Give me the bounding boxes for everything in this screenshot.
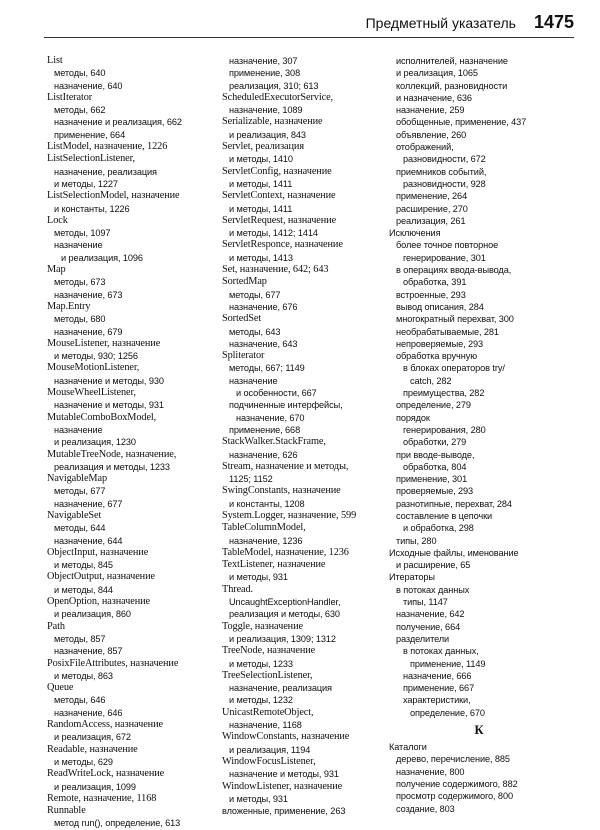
page-number: 1475 <box>533 12 574 32</box>
index-column-right <box>389 55 569 815</box>
index-entry: SortedSet <box>222 313 262 325</box>
index-entry: ServletResponce, назначение <box>222 239 343 251</box>
index-subentry: непроверяемые, 293 <box>396 338 484 349</box>
index-subentry: и обработка, 298 <box>403 523 474 534</box>
index-subentry: и реализация, 1099 <box>54 781 136 792</box>
index-entry: Stream, назначение и методы, <box>222 460 349 472</box>
index-subentry: применение, 301 <box>396 474 468 485</box>
index-entry: PosixFileAttributes, назначение <box>47 657 179 669</box>
index-subentry: необрабатываемые, 281 <box>396 326 499 337</box>
index-subentry: разновидности, 672 <box>403 154 486 165</box>
index-subentry: применение, 1149 <box>410 658 486 669</box>
index-entry: Thread. <box>222 583 254 595</box>
index-subentry: 1125; 1152 <box>229 474 273 485</box>
index-entry: Runnable <box>47 805 86 817</box>
index-subentry: и методы, 1410 <box>229 154 293 165</box>
index-subentry: реализация и методы, 630 <box>229 609 340 620</box>
index-entry: MouseMotionListener, <box>47 362 140 374</box>
index-entry: WindowConstants, назначение <box>222 731 350 743</box>
index-subentry: назначение, 626 <box>229 449 298 460</box>
index-entry: вложенные, применение, 263 <box>222 806 346 817</box>
index-entry: List <box>47 55 63 66</box>
index-subentry: назначение <box>229 375 278 386</box>
index-column-left <box>47 55 227 830</box>
index-subentry: назначение, реализация <box>54 166 157 177</box>
index-entry: TableModel, назначение, 1236 <box>222 546 349 558</box>
index-entry: OpenOption, назначение <box>47 596 151 608</box>
index-entry: Spliterator <box>222 350 265 362</box>
index-subentry: назначение, 676 <box>229 301 298 312</box>
index-subentry: просмотр содержимого, 800 <box>396 791 513 802</box>
index-subentry: метод run(), определение, 613 <box>54 818 181 829</box>
index-entry: Readable, назначение <box>47 743 138 755</box>
index-subentry: и реализация, 1096 <box>61 252 143 263</box>
index-subentry: и реализация, 860 <box>54 609 131 620</box>
index-entry: TextListener, назначение <box>222 559 326 571</box>
index-subentry: применение, 264 <box>396 191 468 202</box>
index-subentry: и назначение, 636 <box>396 92 472 103</box>
index-subentry: catch, 282 <box>410 375 452 386</box>
index-entry: System.Logger, назначение, 599 <box>222 509 357 521</box>
index-entry: Path <box>47 620 65 632</box>
index-entry: ListModel, назначение, 1226 <box>47 141 168 153</box>
index-entry: TableColumnModel, <box>222 522 306 534</box>
index-subentry: и методы, 1411 <box>229 203 293 214</box>
index-subentry: и методы, 1233 <box>229 658 293 669</box>
index-subentry: отображений, <box>396 142 454 153</box>
index-subentry: реализация, 310; 613 <box>229 80 319 91</box>
index-subentry: назначение, 259 <box>396 105 465 116</box>
index-subentry: исполнителей, назначение <box>396 56 508 66</box>
index-subentry: и методы, 931 <box>229 793 288 804</box>
index-entry: Lock <box>47 214 68 226</box>
index-subentry: и методы, 1227 <box>54 178 118 189</box>
header-title: Предметный указатель <box>365 15 516 31</box>
index-subentry: и особенности, 667 <box>236 388 317 399</box>
index-entry: TreeNode, назначение <box>222 645 316 657</box>
index-subentry: разделители <box>396 633 450 644</box>
index-subentry: методы, 646 <box>54 695 106 706</box>
index-subentry: применение, 308 <box>229 68 301 79</box>
index-subentry: расширение, 270 <box>396 203 468 214</box>
index-subentry: подчиненные интерфейсы, <box>229 400 343 411</box>
index-entry: Исключения <box>389 228 441 239</box>
index-subentry: UncaughtExceptionHandler, <box>229 597 341 608</box>
index-subentry: назначение, реализация <box>229 683 332 694</box>
index-entry: Queue <box>47 682 74 694</box>
index-subentry: создание, 803 <box>396 803 455 814</box>
index-entry: NavigableSet <box>47 509 102 521</box>
index-subentry: методы, 673 <box>54 277 106 288</box>
letter-heading: К <box>474 723 484 738</box>
index-subentry: назначение, 646 <box>54 707 123 718</box>
index-subentry: и методы, 930; 1256 <box>54 351 138 362</box>
index-subentry: и реализация, 1230 <box>54 437 136 448</box>
index-subentry: методы, 677 <box>229 289 281 300</box>
index-subentry: и методы, 931 <box>229 572 288 583</box>
index-subentry: и методы, 629 <box>54 756 113 767</box>
index-entry: MouseWheelListener, <box>47 387 136 399</box>
index-entry: TreeSelectionListener, <box>222 669 313 681</box>
index-subentry: характеристики, <box>403 695 471 706</box>
index-subentry: генерирования, 280 <box>403 424 486 435</box>
index-entry: SortedMap <box>222 276 267 288</box>
index-subentry: и методы, 1412; 1414 <box>229 228 318 239</box>
index-subentry: назначение, 679 <box>54 326 123 337</box>
index-subentry: назначение, 670 <box>236 412 305 423</box>
index-subentry: методы, 680 <box>54 314 106 325</box>
index-subentry: порядок <box>396 412 430 423</box>
page-header <box>366 12 574 33</box>
index-subentry: и реализация, 1194 <box>229 744 311 755</box>
index-entry: Servlet, реализация <box>222 141 304 153</box>
index-subentry: разнотипные, перехват, 284 <box>396 498 512 509</box>
index-subentry: назначение, 643 <box>229 338 298 349</box>
index-subentry: и методы, 863 <box>54 670 113 681</box>
index-subentry: в блоках операторов try/ <box>403 363 505 374</box>
index-subentry: обобщенные, применение, 437 <box>396 117 527 128</box>
index-subentry: методы, 643 <box>229 326 281 337</box>
index-subentry: более точное повторное <box>396 240 499 251</box>
index-subentry: назначение, 677 <box>54 498 123 509</box>
index-subentry: методы, 667; 1149 <box>229 363 305 374</box>
index-entry: ObjectInput, назначение <box>47 546 149 558</box>
index-entry: Remote, назначение, 1168 <box>47 792 157 804</box>
index-subentry: в операциях ввода-вывода, <box>396 265 512 276</box>
index-entry: MutableComboBoxModel, <box>47 411 157 423</box>
index-subentry: применение, 667 <box>403 683 475 694</box>
index-subentry: объявление, 260 <box>396 129 467 140</box>
index-subentry: в потоках данных, <box>403 646 479 657</box>
index-subentry: назначение, 642 <box>396 609 465 620</box>
index-entry: ServletConfig, назначение <box>222 165 332 177</box>
index-entry: WindowFocusListener, <box>222 755 316 767</box>
index-entry: Map.Entry <box>47 300 91 312</box>
index-column-middle <box>222 55 402 817</box>
index-subentry: и расширение, 65 <box>396 560 471 571</box>
index-subentry: и реализация, 1065 <box>396 68 478 79</box>
index-subentry: обработка, 391 <box>403 277 467 288</box>
index-subentry: и константы, 1226 <box>54 203 130 214</box>
index-entry: ListSelectionListener, <box>47 153 136 165</box>
index-subentry: назначение и методы, 931 <box>54 400 164 411</box>
index-subentry: приемников событий, <box>396 166 487 177</box>
index-subentry: применение, 668 <box>229 424 301 435</box>
index-subentry: назначение <box>54 424 103 435</box>
index-subentry: назначение, 640 <box>54 80 123 91</box>
index-entry: Serializable, назначение <box>222 116 323 128</box>
index-subentry: типы, 280 <box>396 535 437 546</box>
index-subentry: типы, 1147 <box>403 597 448 608</box>
index-entry: WindowListener, назначение <box>222 780 343 792</box>
index-subentry: и реализация, 1309; 1312 <box>229 633 336 644</box>
index-subentry: разновидности, 928 <box>403 178 486 189</box>
index-entry: MutableTreeNode, назначение, <box>47 448 177 460</box>
index-subentry: определение, 279 <box>396 400 471 411</box>
index-subentry: составление в цепочки <box>396 510 493 521</box>
index-subentry: генерирование, 301 <box>403 252 486 263</box>
index-subentry: и реализация, 672 <box>54 732 131 743</box>
index-subentry: и константы, 1208 <box>229 498 305 509</box>
index-subentry: методы, 677 <box>54 486 106 497</box>
index-subentry: вывод описания, 284 <box>396 301 484 312</box>
index-subentry: встроенные, 293 <box>396 289 466 300</box>
index-subentry: назначение и реализация, 662 <box>54 117 182 128</box>
index-subentry: назначение, 666 <box>403 670 472 681</box>
index-entry: RandomAccess, назначение <box>47 719 163 731</box>
index-subentry: назначение, 644 <box>54 535 123 546</box>
index-subentry: назначение, 673 <box>54 289 123 300</box>
index-entry: ListIterator <box>47 91 93 103</box>
index-subentry: обработки, 279 <box>403 437 467 448</box>
index-subentry: и методы, 844 <box>54 584 113 595</box>
index-entry: StackWalker.StackFrame, <box>222 436 326 448</box>
index-subentry: обработка вручную <box>396 351 477 362</box>
index-entry: SwingConstants, назначение <box>222 485 341 497</box>
index-subentry: назначение, 800 <box>396 766 465 777</box>
index-subentry: назначение, 857 <box>54 646 123 657</box>
index-subentry: реализация, 261 <box>396 215 466 226</box>
index-subentry: дерево, перечисление, 885 <box>396 754 510 765</box>
index-entry: Итераторы <box>389 572 435 583</box>
index-entry: Каталоги <box>389 742 427 753</box>
index-subentry: назначение <box>54 240 103 251</box>
index-subentry: определение, 670 <box>410 707 485 718</box>
index-subentry: назначение, 1168 <box>229 720 302 731</box>
index-subentry: коллекций, разновидности <box>396 80 508 91</box>
index-subentry: получение, 664 <box>396 621 461 632</box>
header-rule <box>44 37 574 38</box>
index-entry: ScheduledExecutorService, <box>222 91 334 103</box>
index-subentry: и методы, 845 <box>54 560 113 571</box>
index-entry: UnicastRemoteObject, <box>222 706 314 718</box>
index-subentry: реализация и методы, 1233 <box>54 461 170 472</box>
index-entry: Map <box>47 264 66 276</box>
index-entry: ReadWriteLock, назначение <box>47 768 165 780</box>
index-entry: MouseListener, назначение <box>47 337 161 349</box>
index-subentry: и методы, 1413 <box>229 252 293 263</box>
index-subentry: методы, 1097 <box>54 228 111 239</box>
index-subentry: назначение и методы, 930 <box>54 375 164 386</box>
index-subentry: применение, 664 <box>54 129 126 140</box>
index-entry: NavigableMap <box>47 473 107 485</box>
index-entry: ObjectOutput, назначение <box>47 571 155 583</box>
index-subentry: получение содержимого, 882 <box>396 778 518 789</box>
index-subentry: в потоках данных <box>396 584 470 595</box>
index-subentry: методы, 857 <box>54 633 106 644</box>
index-subentry: преимущества, 282 <box>403 388 485 399</box>
index-subentry: назначение и методы, 931 <box>229 769 339 780</box>
index-subentry: методы, 644 <box>54 523 106 534</box>
index-subentry: методы, 640 <box>54 68 106 79</box>
index-subentry: проверяемые, 293 <box>396 486 474 497</box>
index-subentry: назначение, 1089 <box>229 105 303 116</box>
index-entry: Set, назначение, 642; 643 <box>222 264 329 276</box>
index-entry: ServletRequest, назначение <box>222 214 337 226</box>
index-subentry: методы, 662 <box>54 105 106 116</box>
index-subentry: обработка, 804 <box>403 461 467 472</box>
index-subentry: назначение, 307 <box>229 56 298 66</box>
index-subentry: при вводе-выводе, <box>396 449 475 460</box>
index-subentry: и методы, 1411 <box>229 178 293 189</box>
index-entry: Toggle, назначение <box>222 620 303 632</box>
index-entry: ServletContext, назначение <box>222 190 336 202</box>
index-subentry: и реализация, 843 <box>229 129 306 140</box>
index-entry: Исходные файлы, именование <box>389 547 519 558</box>
index-subentry: многократный перехват, 300 <box>396 314 514 325</box>
index-subentry: назначение, 1236 <box>229 535 303 546</box>
index-subentry: и методы, 1232 <box>229 695 293 706</box>
index-entry: ListSelectionModel, назначение <box>47 190 180 202</box>
